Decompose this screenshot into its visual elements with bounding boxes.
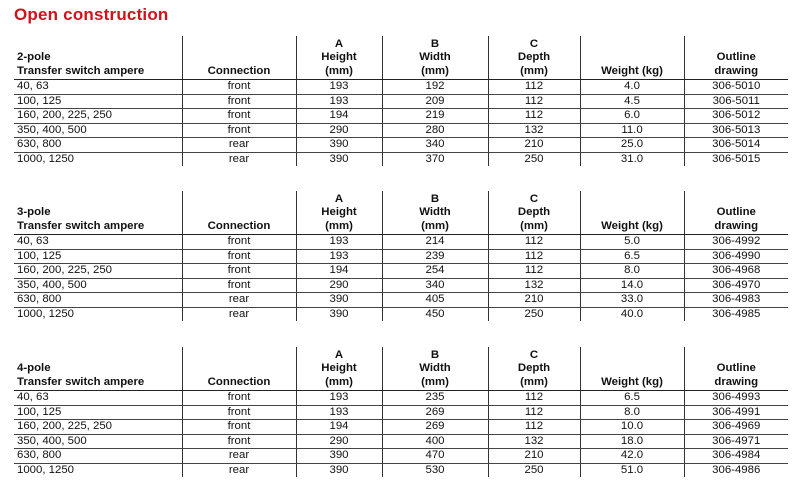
- table-row: [14, 307, 788, 321]
- depth-cell: 250: [488, 463, 580, 477]
- weight-cell: 25.0: [580, 138, 684, 153]
- ampere-cell: 160, 200, 225, 250: [14, 264, 182, 279]
- height-cell: 193: [296, 235, 382, 250]
- connection-cell: rear: [182, 449, 296, 464]
- height-cell: 390: [296, 449, 382, 464]
- width-cell: 254: [382, 264, 488, 279]
- table-row: [14, 264, 788, 279]
- weight-cell: 5.0: [580, 235, 684, 250]
- height-header-line: Height: [321, 206, 357, 218]
- weight-cell: 14.0: [580, 278, 684, 293]
- connection-cell: front: [182, 123, 296, 138]
- table-row: [14, 420, 788, 435]
- table-row: [14, 123, 788, 138]
- outline-header-line: Outline: [716, 51, 756, 63]
- table-row: [14, 80, 788, 95]
- depth-header-line: (mm): [520, 64, 548, 77]
- weight-cell: 6.5: [580, 391, 684, 406]
- connection-header: [182, 191, 296, 235]
- outline-header: [684, 347, 788, 391]
- pole-header-line: 2-pole: [17, 51, 51, 63]
- height-cell: 194: [296, 109, 382, 124]
- outline-header-line: drawing: [714, 64, 759, 77]
- ampere-cell: 350, 400, 500: [14, 123, 182, 138]
- width-header: [382, 191, 488, 235]
- height-header-line: A: [334, 192, 344, 205]
- width-cell: 209: [382, 94, 488, 109]
- width-header-line: B: [430, 348, 440, 361]
- width-cell: 239: [382, 249, 488, 264]
- connection-header: [182, 347, 296, 391]
- ampere-cell: 100, 125: [14, 249, 182, 264]
- drawing-cell: 306-4985: [684, 307, 788, 321]
- connection-cell: front: [182, 420, 296, 435]
- ampere-cell: 630, 800: [14, 449, 182, 464]
- depth-header: [488, 191, 580, 235]
- ampere-cell: 40, 63: [14, 235, 182, 250]
- table-row: [14, 463, 788, 477]
- table-row: [14, 249, 788, 264]
- ampere-cell: 350, 400, 500: [14, 434, 182, 449]
- depth-header-line: C: [529, 348, 539, 361]
- table-row: [14, 278, 788, 293]
- weight-cell: 8.0: [580, 264, 684, 279]
- spec-table-2-pole: [14, 36, 788, 166]
- connection-header-line: Connection: [207, 375, 271, 388]
- connection-cell: front: [182, 80, 296, 95]
- ampere-cell: 350, 400, 500: [14, 278, 182, 293]
- ampere-cell: 160, 200, 225, 250: [14, 109, 182, 124]
- ampere-cell: 630, 800: [14, 138, 182, 153]
- width-cell: 269: [382, 420, 488, 435]
- weight-header-line: Weight (kg): [601, 375, 663, 388]
- height-header-line: A: [334, 348, 344, 361]
- ampere-cell: 40, 63: [14, 391, 182, 406]
- height-header-line: Height: [321, 51, 357, 63]
- weight-cell: 8.0: [580, 405, 684, 420]
- drawing-cell: 306-5014: [684, 138, 788, 153]
- weight-cell: 11.0: [580, 123, 684, 138]
- connection-cell: rear: [182, 307, 296, 321]
- depth-cell: 112: [488, 264, 580, 279]
- height-cell: 194: [296, 420, 382, 435]
- depth-cell: 250: [488, 152, 580, 166]
- width-header: [382, 36, 488, 80]
- width-header-line: Width: [419, 362, 451, 374]
- header-row: [14, 191, 788, 235]
- drawing-cell: 306-5011: [684, 94, 788, 109]
- height-cell: 290: [296, 278, 382, 293]
- depth-cell: 210: [488, 449, 580, 464]
- pole-header: [14, 36, 182, 80]
- spec-table: [14, 347, 788, 477]
- outline-header: [684, 191, 788, 235]
- depth-cell: 132: [488, 123, 580, 138]
- width-cell: 219: [382, 109, 488, 124]
- connection-cell: rear: [182, 463, 296, 477]
- width-cell: 280: [382, 123, 488, 138]
- table-row: [14, 152, 788, 166]
- depth-header-line: Depth: [517, 51, 551, 63]
- width-header-line: (mm): [421, 219, 449, 232]
- depth-header-line: Depth: [517, 362, 551, 374]
- drawing-cell: 306-4970: [684, 278, 788, 293]
- width-header-line: B: [430, 192, 440, 205]
- width-header-line: Width: [419, 206, 451, 218]
- weight-header-line: Weight (kg): [601, 219, 663, 232]
- height-header: [296, 347, 382, 391]
- connection-header-line: Connection: [207, 219, 271, 232]
- depth-cell: 112: [488, 405, 580, 420]
- connection-cell: front: [182, 235, 296, 250]
- outline-header: [684, 36, 788, 80]
- weight-cell: 6.0: [580, 109, 684, 124]
- depth-header: [488, 36, 580, 80]
- depth-header-line: (mm): [520, 375, 548, 388]
- ampere-cell: 100, 125: [14, 405, 182, 420]
- weight-cell: 18.0: [580, 434, 684, 449]
- connection-cell: front: [182, 94, 296, 109]
- weight-header: [580, 347, 684, 391]
- width-header-line: B: [430, 37, 440, 50]
- connection-cell: front: [182, 391, 296, 406]
- drawing-cell: 306-5015: [684, 152, 788, 166]
- height-cell: 290: [296, 434, 382, 449]
- connection-cell: rear: [182, 293, 296, 308]
- connection-header-line: Connection: [207, 64, 271, 77]
- drawing-cell: 306-4986: [684, 463, 788, 477]
- depth-cell: 112: [488, 420, 580, 435]
- depth-cell: 112: [488, 94, 580, 109]
- pole-header: [14, 347, 182, 391]
- table-row: [14, 449, 788, 464]
- depth-cell: 210: [488, 293, 580, 308]
- connection-cell: rear: [182, 152, 296, 166]
- height-header: [296, 191, 382, 235]
- height-header-line: (mm): [325, 219, 353, 232]
- width-cell: 450: [382, 307, 488, 321]
- ampere-cell: 1000, 1250: [17, 307, 75, 320]
- depth-header-line: C: [529, 192, 539, 205]
- weight-header: [580, 36, 684, 80]
- height-header: [296, 36, 382, 80]
- height-cell: 193: [296, 94, 382, 109]
- drawing-cell: 306-4990: [684, 249, 788, 264]
- weight-cell: 42.0: [580, 449, 684, 464]
- height-cell: 390: [296, 138, 382, 153]
- connection-cell: front: [182, 264, 296, 279]
- width-cell: 405: [382, 293, 488, 308]
- ampere-cell: 1000, 1250: [17, 152, 75, 165]
- ampere-cell: 100, 125: [14, 94, 182, 109]
- depth-cell: 112: [488, 249, 580, 264]
- spec-table-4-pole: [14, 347, 788, 477]
- depth-header-line: Depth: [517, 206, 551, 218]
- drawing-cell: 306-4971: [684, 434, 788, 449]
- height-cell: 390: [296, 293, 382, 308]
- table-row: [14, 109, 788, 124]
- connection-cell: front: [182, 278, 296, 293]
- width-cell: 400: [382, 434, 488, 449]
- page-title: Open construction: [14, 5, 169, 24]
- drawing-cell: 306-4991: [684, 405, 788, 420]
- width-cell: 269: [382, 405, 488, 420]
- weight-header-line: Weight (kg): [601, 64, 663, 77]
- connection-cell: front: [182, 249, 296, 264]
- weight-cell: 4.0: [580, 80, 684, 95]
- width-cell: 530: [382, 463, 488, 477]
- pole-header-line: 4-pole: [17, 362, 51, 374]
- ampere-cell: 40, 63: [14, 80, 182, 95]
- depth-cell: 132: [488, 434, 580, 449]
- width-cell: 370: [382, 152, 488, 166]
- depth-cell: 250: [488, 307, 580, 321]
- pole-header-line: 3-pole: [17, 206, 51, 218]
- drawing-cell: 306-4983: [684, 293, 788, 308]
- height-header-line: Height: [321, 362, 357, 374]
- spec-table: [14, 36, 788, 166]
- width-cell: 340: [382, 138, 488, 153]
- spec-table-3-pole: [14, 191, 788, 321]
- width-cell: 235: [382, 391, 488, 406]
- depth-cell: 112: [488, 235, 580, 250]
- drawing-cell: 306-4969: [684, 420, 788, 435]
- height-cell: 193: [296, 249, 382, 264]
- outline-header-line: Outline: [716, 362, 756, 374]
- pole-header-line: Transfer switch ampere: [17, 375, 145, 388]
- depth-header-line: (mm): [520, 219, 548, 232]
- outline-header-line: Outline: [716, 206, 756, 218]
- height-cell: 390: [296, 307, 382, 321]
- weight-cell: 51.0: [580, 463, 684, 477]
- weight-cell: 33.0: [580, 293, 684, 308]
- width-header-line: (mm): [421, 64, 449, 77]
- depth-cell: 112: [488, 80, 580, 95]
- table-row: [14, 405, 788, 420]
- height-header-line: (mm): [325, 375, 353, 388]
- drawing-cell: 306-4968: [684, 264, 788, 279]
- connection-header: [182, 36, 296, 80]
- weight-cell: 4.5: [580, 94, 684, 109]
- table-row: [14, 235, 788, 250]
- table-row: [14, 94, 788, 109]
- weight-cell: 10.0: [580, 420, 684, 435]
- depth-cell: 112: [488, 109, 580, 124]
- weight-cell: 31.0: [580, 152, 684, 166]
- width-cell: 192: [382, 80, 488, 95]
- drawing-cell: 306-5010: [684, 80, 788, 95]
- depth-header-line: C: [529, 37, 539, 50]
- pole-header-line: Transfer switch ampere: [17, 219, 145, 232]
- height-header-line: A: [334, 37, 344, 50]
- drawing-cell: 306-4984: [684, 449, 788, 464]
- outline-header-line: drawing: [714, 375, 759, 388]
- weight-header: [580, 191, 684, 235]
- width-cell: 470: [382, 449, 488, 464]
- pole-header-line: Transfer switch ampere: [17, 64, 145, 77]
- height-cell: 290: [296, 123, 382, 138]
- ampere-cell: 630, 800: [14, 293, 182, 308]
- pole-header: [14, 191, 182, 235]
- connection-cell: rear: [182, 138, 296, 153]
- width-header: [382, 347, 488, 391]
- height-cell: 390: [296, 152, 382, 166]
- drawing-cell: 306-5013: [684, 123, 788, 138]
- width-header-line: (mm): [421, 375, 449, 388]
- width-cell: 340: [382, 278, 488, 293]
- height-cell: 193: [296, 405, 382, 420]
- header-row: [14, 347, 788, 391]
- weight-cell: 6.5: [580, 249, 684, 264]
- width-header-line: Width: [419, 51, 451, 63]
- table-row: [14, 391, 788, 406]
- height-cell: 193: [296, 80, 382, 95]
- ampere-cell: 1000, 1250: [17, 463, 75, 476]
- depth-cell: 132: [488, 278, 580, 293]
- spec-table: [14, 191, 788, 321]
- height-cell: 193: [296, 391, 382, 406]
- depth-cell: 112: [488, 391, 580, 406]
- connection-cell: front: [182, 405, 296, 420]
- width-cell: 214: [382, 235, 488, 250]
- connection-cell: front: [182, 434, 296, 449]
- header-row: [14, 36, 788, 80]
- height-cell: 390: [296, 463, 382, 477]
- ampere-cell: 160, 200, 225, 250: [14, 420, 182, 435]
- depth-header: [488, 347, 580, 391]
- drawing-cell: 306-4992: [684, 235, 788, 250]
- drawing-cell: 306-4993: [684, 391, 788, 406]
- table-row: [14, 138, 788, 153]
- depth-cell: 210: [488, 138, 580, 153]
- weight-cell: 40.0: [580, 307, 684, 321]
- height-cell: 194: [296, 264, 382, 279]
- outline-header-line: drawing: [714, 219, 759, 232]
- connection-cell: front: [182, 109, 296, 124]
- table-row: [14, 293, 788, 308]
- drawing-cell: 306-5012: [684, 109, 788, 124]
- height-header-line: (mm): [325, 64, 353, 77]
- table-row: [14, 434, 788, 449]
